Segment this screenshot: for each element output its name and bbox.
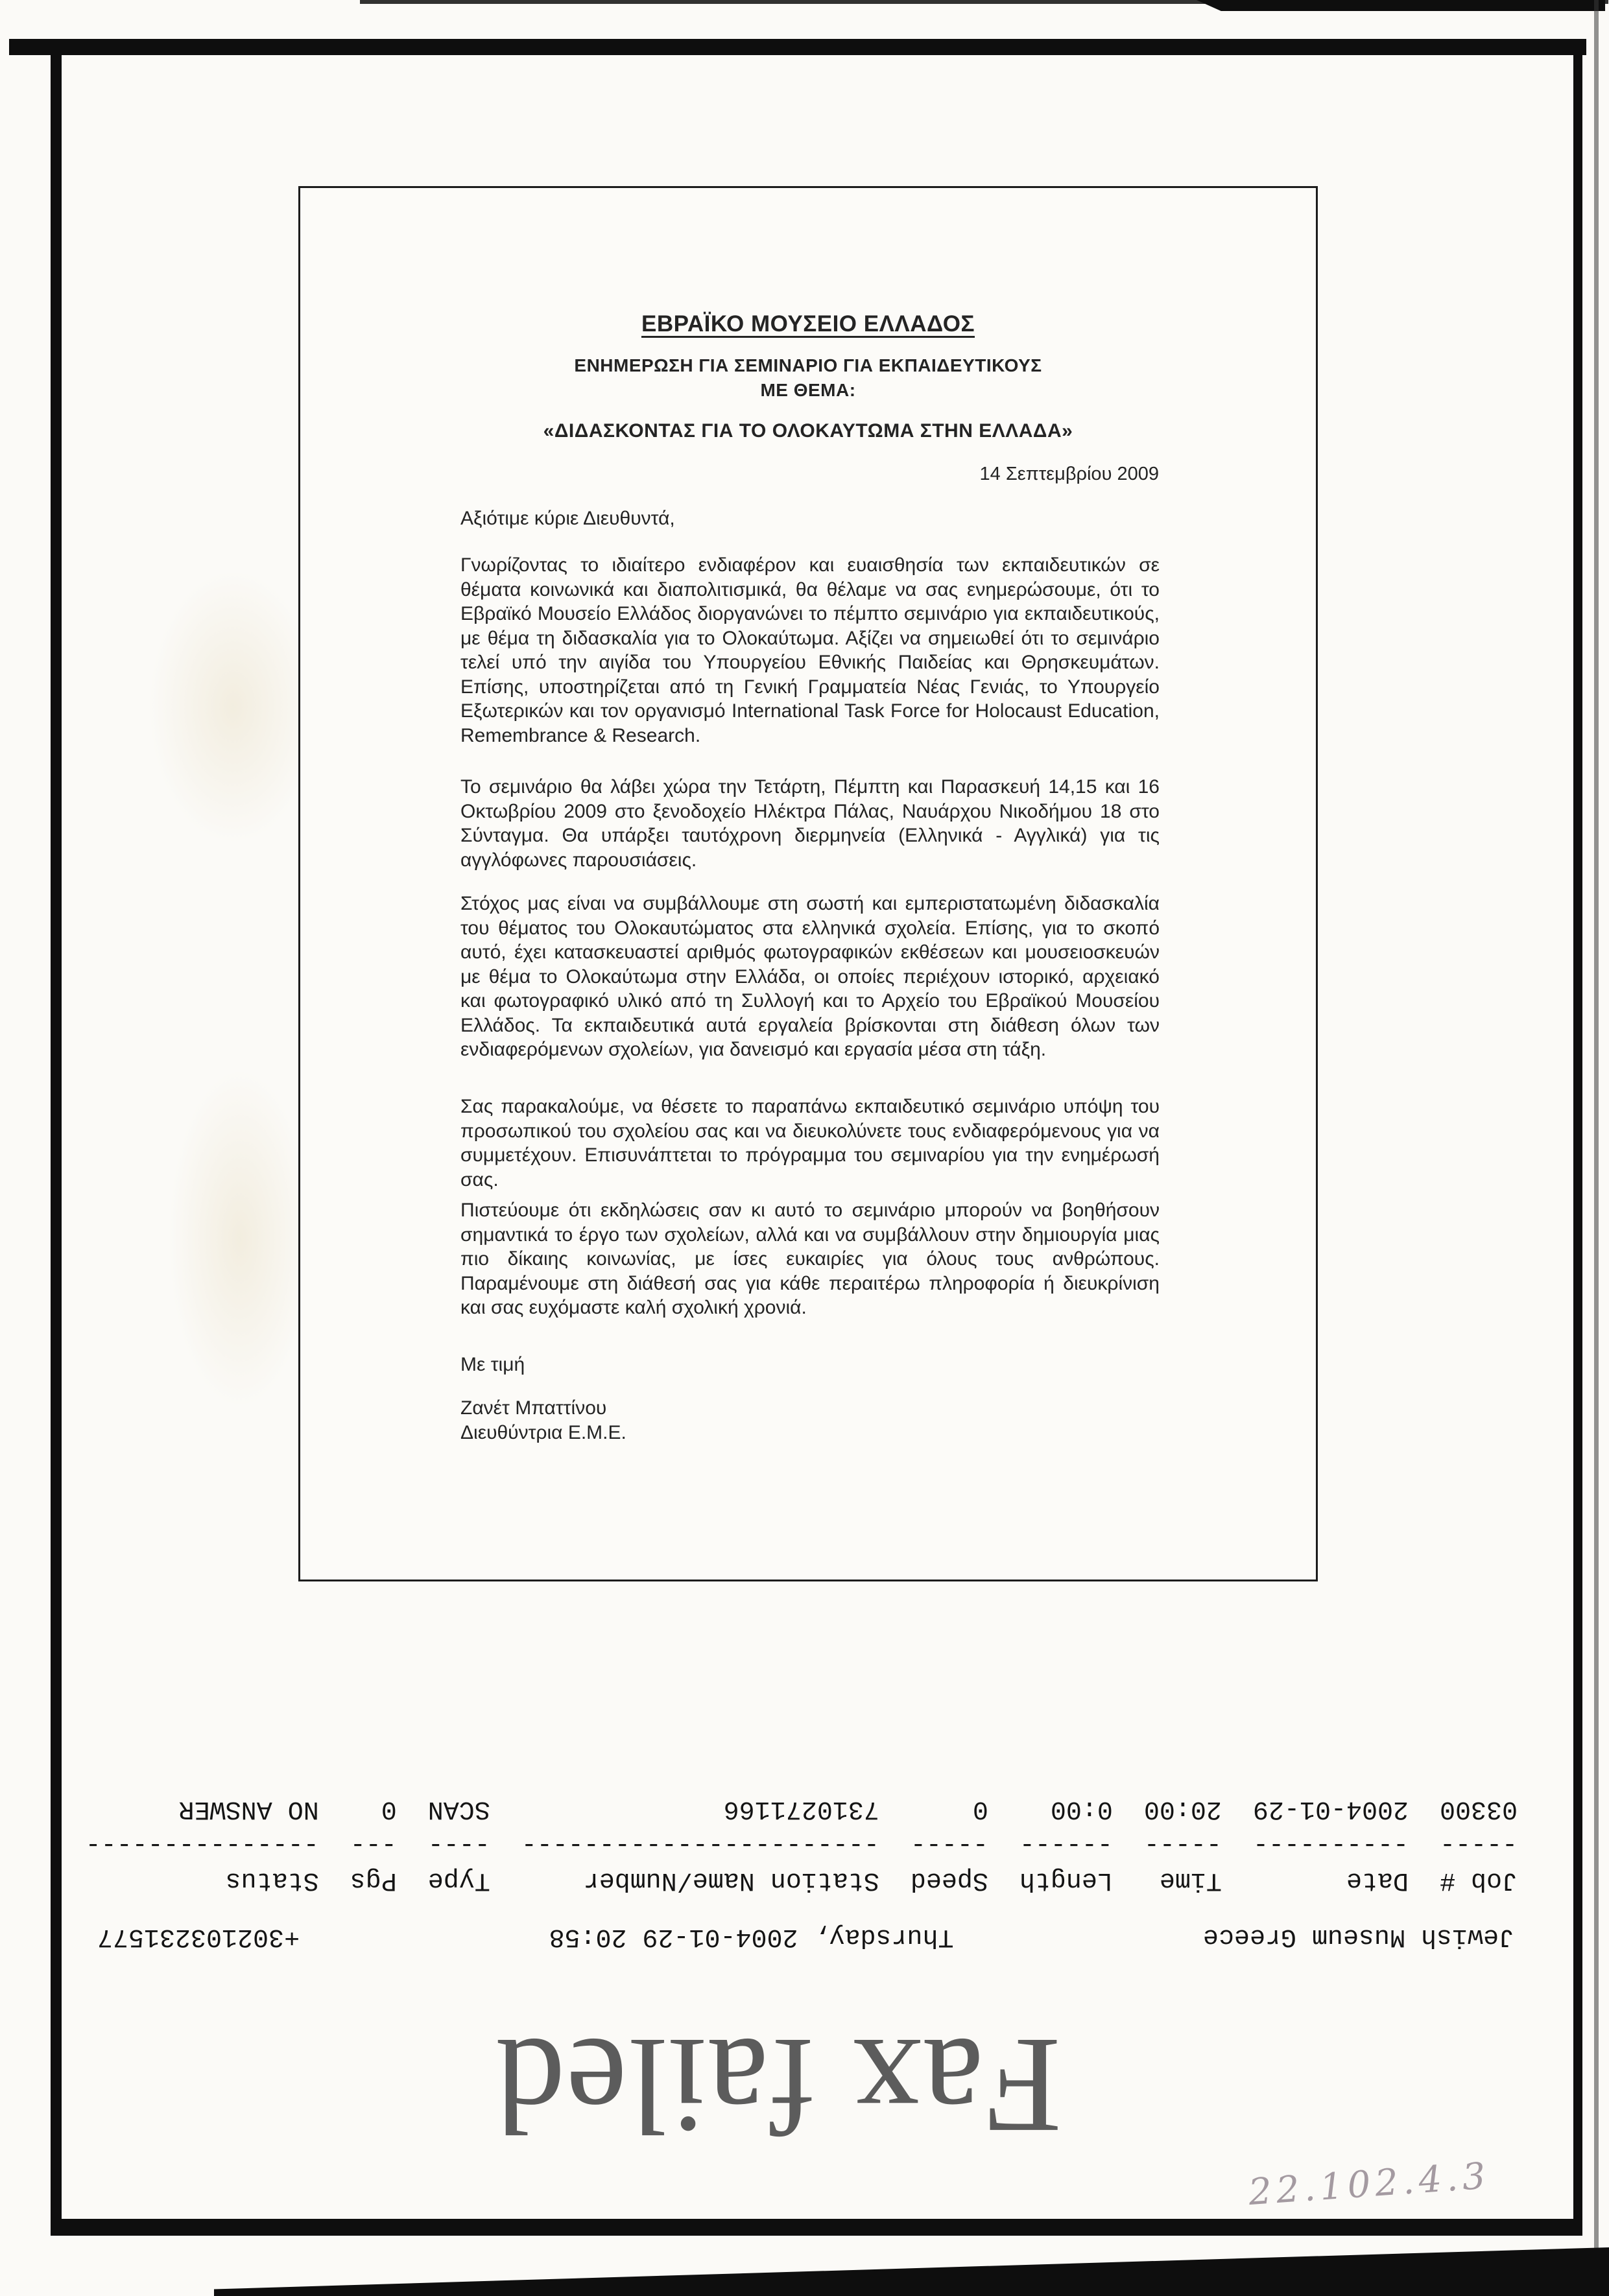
fax-phone-number: +302103231577 <box>97 1922 300 1952</box>
letter-date: 14 Σεπτεμβρίου 2009 <box>979 464 1159 484</box>
fax-report-table-header: Job # Date Time Length Speed Station Name/Number Type Pgs Status <box>225 1865 1518 1895</box>
letter-paragraph-5: Πιστεύουμε ότι εκδηλώσεις σαν κι αυτό το σεμινάριο μπορούν να βοηθήσουν σημαντικά το έργο των σχολείων, αλλά και να συμβάλλουν στην δημιουργία μιας πιο δίκαιης κοινωνίας, με ίσες ευκαιρίες για όλους τους ανθρώπους. Παραμένουμε στη διάθεσή σας για κάθε περαιτέρω πληροφορία ή διευκρίνιση και σας ευχόμαστε καλή σχολική χρονιά. <box>460 1200 1160 1318</box>
scan-smudge <box>169 1070 311 1407</box>
letter-salutation: Αξιότιμε κύριε Διευθυντά, <box>460 508 675 529</box>
fax-station-id: Jewish Museum Greece <box>1202 1922 1514 1952</box>
handwritten-catalog-number: 22.102.4.3 <box>1247 2155 1492 2214</box>
letter-closing: Με τιμή <box>460 1354 525 1375</box>
scan-artifact-top-right-corner <box>1197 0 1605 11</box>
fax-report-station-line <box>97 1921 1514 1953</box>
scan-artifact-bottom-edge-wedge <box>214 2247 1609 2296</box>
fax-report-table-values: 03300 2004-01-29 20:00 0:00 0 7310271166 SCAN 0 NO ANSWER <box>178 1794 1518 1823</box>
fax-datetime: Thursday, 2004-01-29 20:58 <box>549 1922 954 1952</box>
fax-report-table-separator: ----- ---------- ----- ------ ----- ----------------------- ---- --- --------------- <box>85 1830 1518 1859</box>
letter-paragraph-2: Το σεμινάριο θα λάβει χώρα την Τετάρτη, Πέμπτη και Παρασκευή 14,15 και 16 Οκτωβρίου 2009 στο ξενοδοχείο Ηλέκτρα Πάλας, Ναυάρχου Νικοδήμου 18 στο Σύνταγμα. Θα υπάρξει ταυτόχρονη διερμηνεία (Ελληνικά - Αγγλικά) για τις αγγλόφωνες παρουσιάσεις. <box>460 776 1160 871</box>
letter-seminar-title: «ΔΙΔΑΣΚΟΝΤΑΣ ΓΙΑ ΤΟ ΟΛΟΚΑΥΤΩΜΑ ΣΤΗΝ ΕΛΛΑΔΑ» <box>543 420 1073 442</box>
scan-artifact-right-edge-line <box>1594 0 1599 2296</box>
scan-smudge <box>149 571 318 843</box>
letter-signature-name: Ζανέτ Μπαττίνου <box>460 1397 607 1419</box>
letter-paragraph-3: Στόχος μας είναι να συμβάλλουμε στη σωστή και εμπεριστατωμένη διδασκαλία του θέματος του Ολοκαυτώματος στα ελληνικά σχολεία. Επίσης, για το σκοπό αυτό, έχει κατασκευαστεί αριθμός φωτογραφικών εκθέσεων και μουσειοσκευών με θέμα το Ολοκαύτωμα στην Ελλάδα, οι οποίες περιέχουν ιστορικό, αρχειακό και φωτογραφικό υλικό από τη Συλλογή και το Αρχείο του Εβραϊκού Μουσείου Ελλάδος. Τα εκπαιδευτικά αυτά εργαλεία βρίσκονται στη διάθεση όλων των ενδιαφερόμενων σχολείων, για δανεισμό και εργασία μέσα στη τάξη. <box>460 893 1160 1060</box>
scan-frame-right-bar <box>1573 39 1582 2235</box>
scan-frame-top-bar <box>9 39 1586 55</box>
letter-signature-title: Διευθύντρια Ε.Μ.Ε. <box>460 1422 626 1443</box>
fax-report-table <box>85 1791 1518 1898</box>
letter-subject-line-2: ΜΕ ΘΕΜΑ: <box>760 380 856 400</box>
letter-paragraph-4: Σας παρακαλούμε, να θέσετε το παραπάνω εκπαιδευτικό σεμινάριο υπόψη του προσωπικού του σχολείου σας και να διευκολύνετε τους ενδιαφερόμενους για να συμμετέχουν. Επισυνάπτεται το πρόγραμμα του σεμιναρίου για την ενημέρωσή σας. <box>460 1096 1160 1190</box>
letter-subject-line-1: ΕΝΗΜΕΡΩΣΗ ΓΙΑ ΣΕΜΙΝΑΡΙΟ ΓΙΑ ΕΚΠΑΙΔΕΥΤΙΚΟΥΣ <box>574 355 1042 375</box>
scan-frame-left-bar <box>51 39 62 2235</box>
scan-frame-bottom-bar <box>51 2219 1582 2236</box>
fax-failed-banner: Fax failed <box>495 2010 1062 2162</box>
letter-org-title: ΕΒΡΑΪΚΟ ΜΟΥΣΕΙΟ ΕΛΛΑΔΟΣ <box>641 311 975 337</box>
letter-document <box>298 186 1318 1581</box>
letter-paragraph-1: Γνωρίζοντας το ιδιαίτερο ενδιαφέρον και ευαισθησία των εκπαιδευτικών σε θέματα κοινωνικά και διαπολιτισμικά, θα θέλαμε να σας ενημερώσουμε, ότι το Εβραϊκό Μουσείο Ελλάδος διοργανώνει το πέμπτο σεμινάριο για εκπαιδευτικούς, με θέμα τη διδασκαλία για το Ολοκαύτωμα. Αξίζει να σημειωθεί ότι το σεμινάριο τελεί υπό την αιγίδα του Υπουργείου Εθνικής Παιδείας και Θρησκευμάτων. Επίσης, υποστηρίζεται από τη Γενική Γραμματεία Νέας Γενιάς, το Υπουργείο Εξωτερικών και τον οργανισμό International Task Force for Holocaust Education, Remembrance & Research. <box>460 554 1160 746</box>
